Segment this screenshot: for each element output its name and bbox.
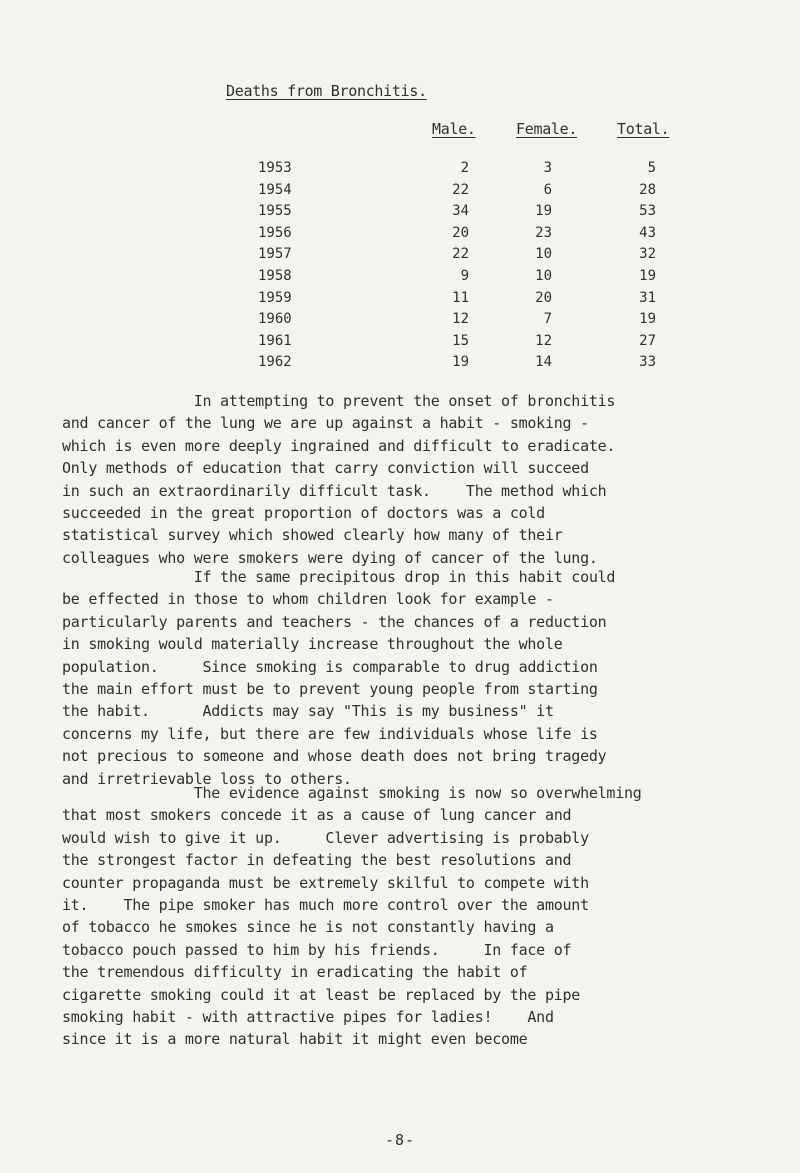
row-male: 2 <box>460 160 469 176</box>
row-total: 31 <box>639 289 656 306</box>
row-male: 12 <box>452 311 469 328</box>
table-row <box>0 333 800 355</box>
row-female: 6 <box>543 181 552 198</box>
row-total: 5 <box>647 160 656 176</box>
row-female: 23 <box>535 224 552 241</box>
row-female: 12 <box>535 332 552 349</box>
row-total: 43 <box>639 224 656 241</box>
row-male: 34 <box>452 203 469 220</box>
row-total: 53 <box>639 203 656 220</box>
row-year: 1958 <box>258 268 292 284</box>
row-female: 7 <box>543 311 552 328</box>
table-row <box>0 203 800 225</box>
paragraph-2: If the same precipitous drop in this habit could be effected in those to whom children look for example - particularly parents and teachers - the chances of a reduction in smoking would materially increase throughout the whole population. Since smoking is comparable to drug addiction the main effort must be to prevent young people from starting the habit. Addicts may say "This is my business" it concerns my life, but there are few individuals whose life is not precious to someone and whose death does not bring tragedy and irretrievable loss to others. <box>62 568 616 788</box>
table-row <box>0 246 800 268</box>
row-year: 1962 <box>258 354 292 371</box>
table-row <box>0 225 800 247</box>
row-total: 19 <box>639 268 656 284</box>
row-total: 28 <box>639 181 656 198</box>
row-year: 1953 <box>258 160 292 176</box>
table-row <box>0 290 800 312</box>
paragraph-3: The evidence against smoking is now so overwhelming that most smokers concede it as a cause of lung cancer and would wish to give it up. Clever advertising is probably the strongest factor in defeating the best resolutions and counter propaganda must be extremely skilful to compete with it. The pipe smoker has much more control over the amount of tobacco he smokes since he is not constantly having a tobacco pouch passed to him by his friends. In face of the tremendous difficulty in eradicating the habit of cigarette smoking could it at least be replaced by the pipe smoking habit - with attractive pipes for ladies! And since it is a more natural habit it might even become <box>62 784 642 1049</box>
row-year: 1960 <box>258 311 292 328</box>
row-year: 1961 <box>258 332 292 349</box>
row-year: 1957 <box>258 246 292 263</box>
row-male: 22 <box>452 246 469 263</box>
row-year: 1955 <box>258 203 292 220</box>
row-female: 3 <box>543 160 552 176</box>
row-female: 10 <box>535 268 552 284</box>
row-female: 19 <box>535 203 552 220</box>
row-total: 32 <box>639 246 656 263</box>
row-total: 19 <box>639 311 656 328</box>
row-male: 19 <box>452 354 469 371</box>
table-row <box>0 160 800 182</box>
page-number: -8- <box>384 1131 416 1149</box>
table-row <box>0 182 800 204</box>
row-male: 15 <box>452 332 469 349</box>
row-year: 1954 <box>258 181 292 198</box>
row-female: 14 <box>535 354 552 371</box>
column-header-female: Female. <box>516 120 578 138</box>
row-total: 33 <box>639 354 656 371</box>
table-row <box>0 354 800 376</box>
row-male: 20 <box>452 224 469 241</box>
row-male: 11 <box>452 289 469 306</box>
column-header-male: Male. <box>432 120 476 138</box>
row-year: 1959 <box>258 289 292 306</box>
row-total: 27 <box>639 332 656 349</box>
row-female: 10 <box>535 246 552 263</box>
table-title: Deaths from Bronchitis. <box>226 82 427 100</box>
table-row <box>0 311 800 333</box>
paragraph-1: In attempting to prevent the onset of bronchitis and cancer of the lung we are up against a habit - smoking - which is even more deeply ingrained and difficult to eradicate. Only methods of education that carry conviction will succeed in such an extraordinarily difficult task. The method which succeeded in the great proportion of doctors was a cold statistical survey which showed clearly how many of their colleagues who were smokers were dying of cancer of the lung. <box>62 392 616 567</box>
column-header-total: Total. <box>617 120 670 138</box>
row-male: 22 <box>452 181 469 198</box>
row-year: 1956 <box>258 224 292 241</box>
row-female: 20 <box>535 289 552 306</box>
row-male: 9 <box>460 268 469 284</box>
table-row <box>0 268 800 290</box>
